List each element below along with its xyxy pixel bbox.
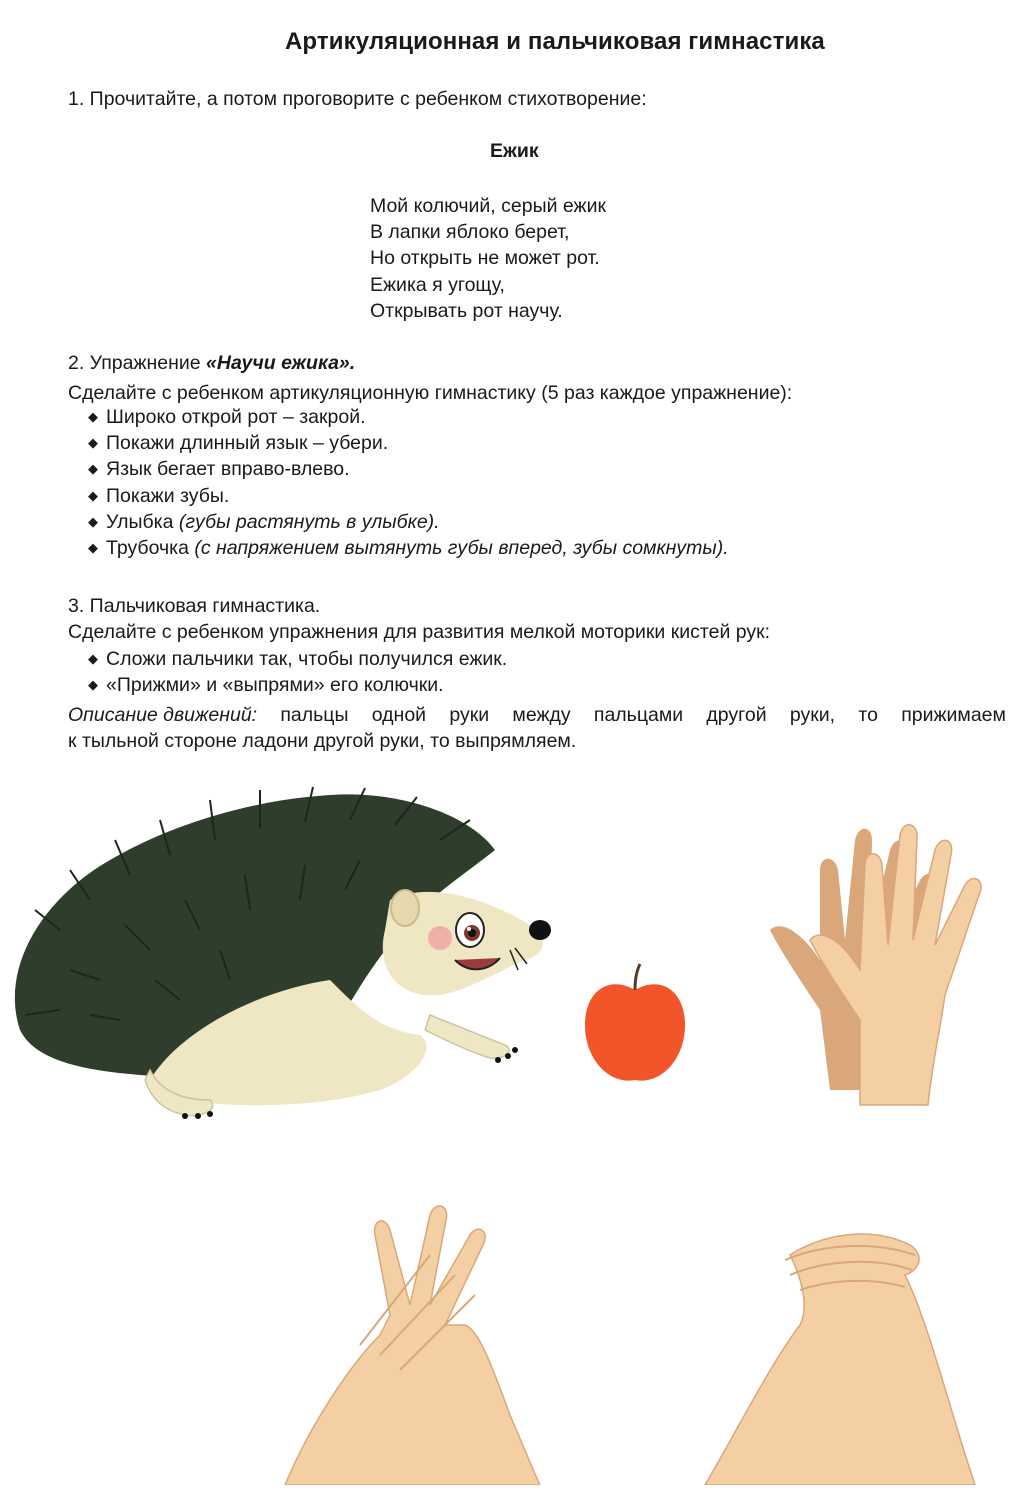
exercise-name: «Научи ежика». — [206, 352, 356, 374]
section-2-description: Сделайте с ребенком артикуляционную гимнастику (5 раз каждое упражнение): — [68, 382, 793, 404]
diamond-bullet-icon: ◆ — [88, 677, 98, 693]
hands-shape — [705, 1234, 975, 1485]
open-hands-illustration — [760, 810, 1020, 1110]
diamond-bullet-icon: ◆ — [88, 540, 98, 556]
section-2-prefix: 2. Упражнение — [68, 352, 207, 374]
diamond-bullet-icon: ◆ — [88, 651, 98, 666]
list-item: ◆ «Прижми» и «выпрями» его колючки. — [88, 672, 507, 698]
poem — [370, 193, 606, 324]
poem-line: В лапки яблоко берет, — [370, 221, 570, 244]
finger-exercise-list — [88, 646, 507, 698]
articulation-list — [88, 404, 729, 561]
list-item: ◆ Сложи пальчики так, чтобы получился ежик. — [88, 646, 507, 672]
diamond-bullet-icon: ◆ — [88, 487, 98, 503]
apple-stem — [635, 964, 640, 990]
diamond-bullet-icon: ◆ — [88, 461, 98, 477]
section-1-instruction: 1. Прочитайте, а потом проговорите с ребенком стихотворение: — [68, 88, 647, 110]
cheek-shape — [428, 926, 452, 950]
section-3-heading: 3. Пальчиковая гимнастика. — [68, 595, 321, 617]
poem-line: Но открыть не может рот. — [370, 247, 600, 270]
nose-icon — [529, 920, 551, 940]
front-leg — [425, 1015, 509, 1058]
crossed-fingers-illustration — [280, 1195, 550, 1485]
movement-label: Описание движений: — [68, 704, 258, 726]
list-item: ◆ Покажи длинный язык – убери. — [88, 430, 729, 456]
pressed-fingers-illustration — [700, 1195, 980, 1485]
movement-description-line-2: к тыльной стороне ладони другой руки, то выпрямляем. — [68, 730, 577, 752]
poem-line: Ежика я угощу, — [370, 273, 505, 296]
ear-shape — [391, 890, 419, 926]
poem-title: Ежик — [490, 140, 539, 162]
list-item: ◆ Трубочка (с напряжением вытянуть губы вперед, зубы сомкнуты). — [88, 535, 729, 561]
apple-shape — [585, 984, 685, 1080]
poem-line: Мой колючий, серый ежик — [370, 195, 606, 217]
diamond-bullet-icon: ◆ — [88, 435, 98, 451]
section-3-description: Сделайте с ребенком упражнения для развития мелкой моторики кистей рук: — [68, 621, 771, 643]
poem-line: Открывать рот научу. — [370, 299, 563, 322]
diamond-bullet-icon: ◆ — [88, 513, 98, 529]
list-item: ◆ Язык бегает вправо-влево. — [88, 456, 729, 482]
diamond-bullet-icon: ◆ — [88, 409, 98, 424]
list-item: ◆ Покажи зубы. — [88, 483, 729, 509]
section-2-heading — [68, 350, 355, 376]
page-title: Артикуляционная и пальчиковая гимнастика — [285, 28, 825, 55]
apple-illustration — [580, 960, 690, 1090]
list-item: ◆ Широко открой рот – закрой. — [88, 404, 729, 430]
movement-description-line-1: Описание движений: пальцы одной руки между пальцами другой руки, то прижимаем — [68, 704, 1006, 726]
hedgehog-illustration — [0, 780, 570, 1120]
list-item: ◆ Улыбка (губы растянуть в улыбке). — [88, 509, 729, 535]
hands-shape — [285, 1206, 540, 1485]
